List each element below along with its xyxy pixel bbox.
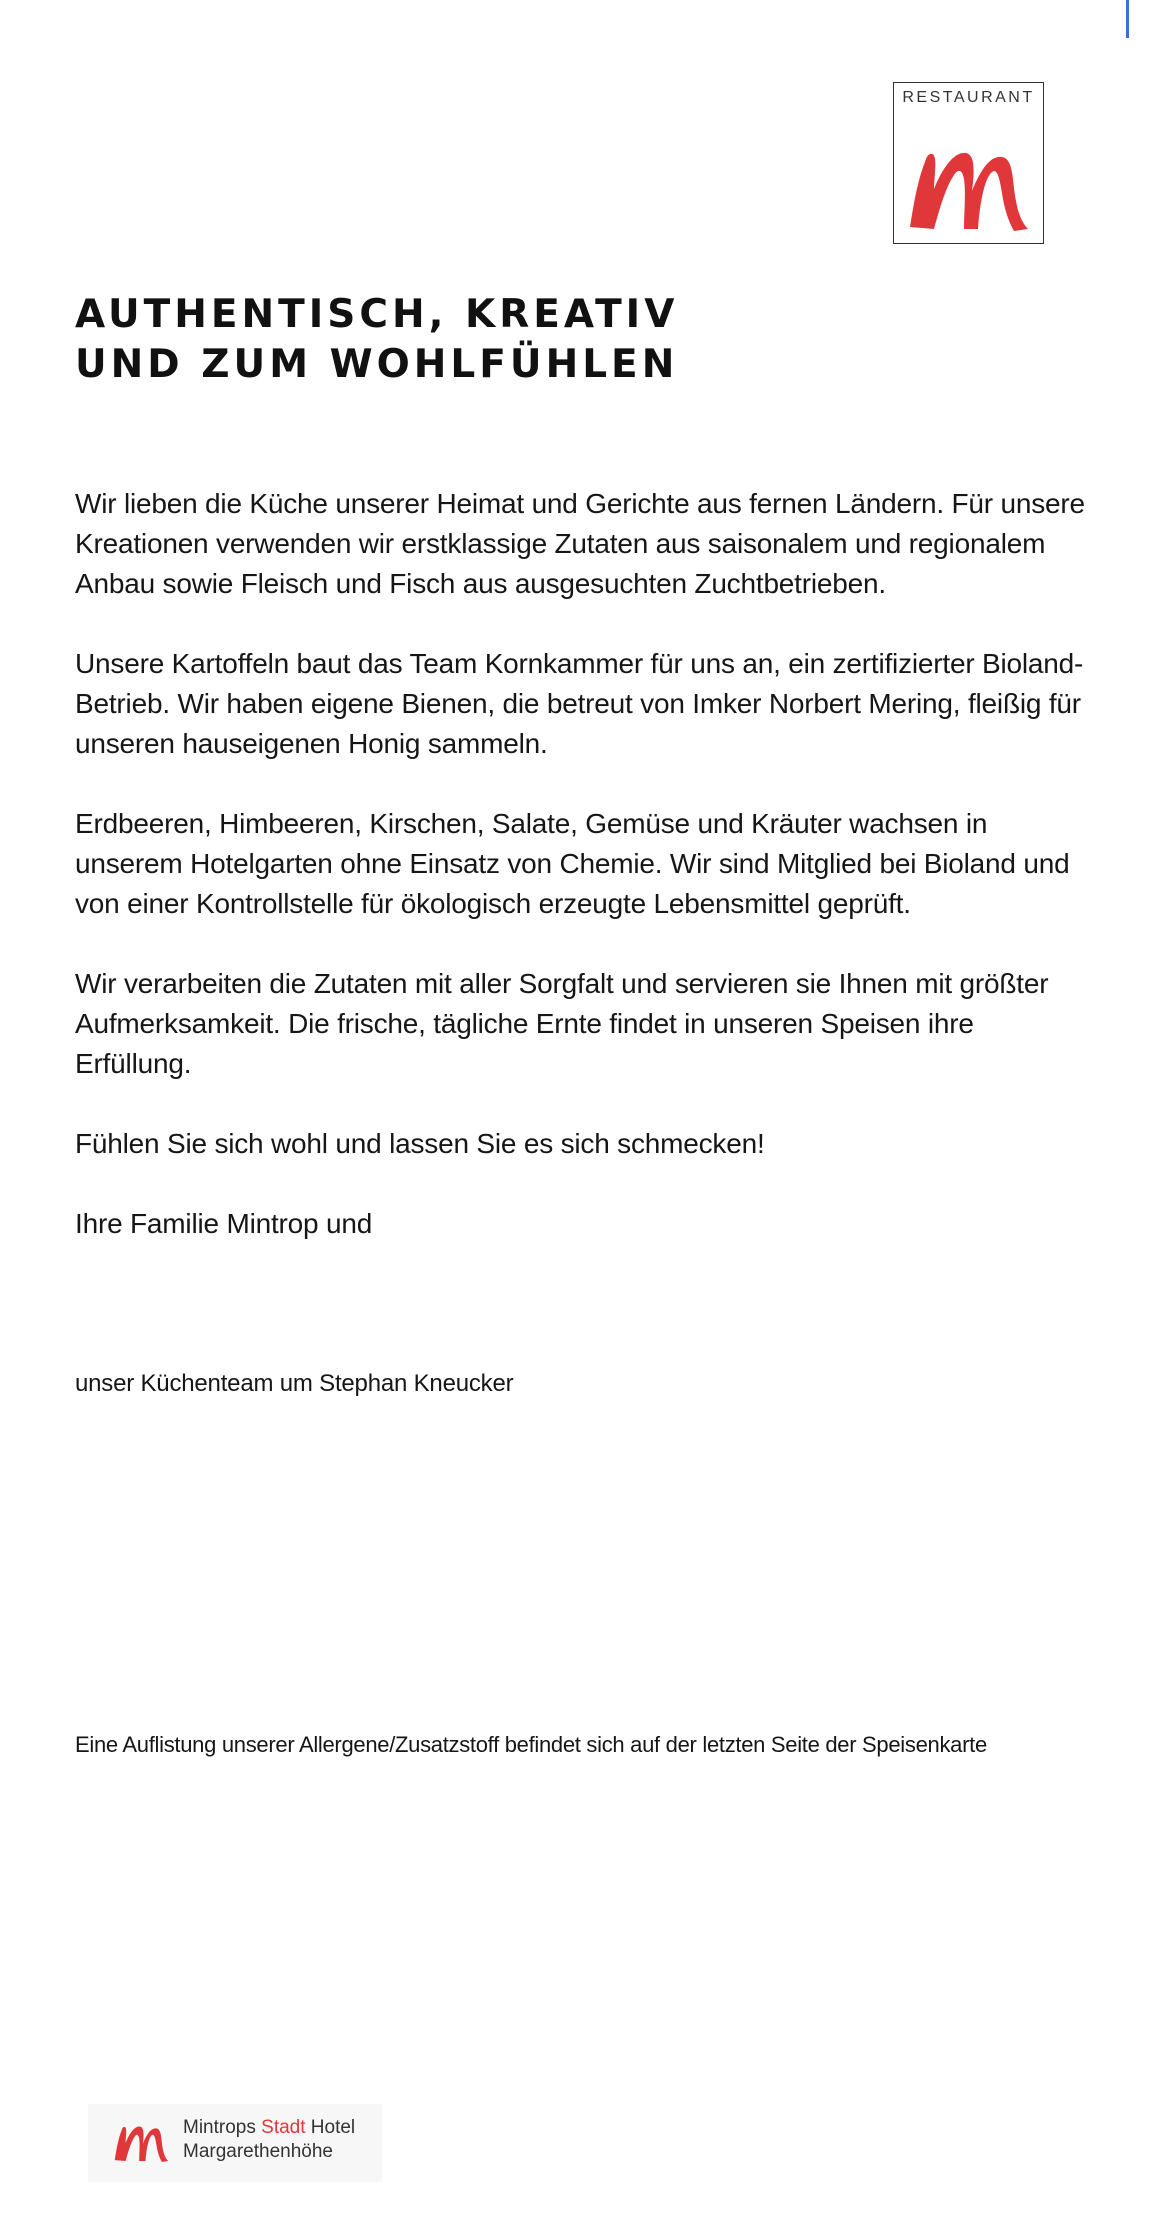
paragraph-sorgfalt: Wir verarbeiten die Zutaten mit aller Sorgfalt und servieren sie Ihnen mit größter Aufmerksamkeit. Die frische, tägliche Ernte findet in unseren Speisen ihre Erfüllung. [75, 968, 1049, 1079]
paragraph-familie: Ihre Familie Mintrop und [75, 1208, 373, 1239]
allergen-note: Eine Auflistung unserer Allergene/Zusatzstoff befindet sich auf der letzten Seite der Speisenkarte [75, 1732, 987, 1757]
hotel-name-location: Margarethenhöhe [183, 2141, 333, 2162]
hotel-name-stadt: Stadt [261, 2117, 306, 2138]
restaurant-logo [893, 82, 1044, 244]
restaurant-label: RESTAURANT [902, 89, 1035, 106]
hotel-name-mintrops: Mintrops [183, 2117, 256, 2138]
m-logo-icon [904, 141, 1032, 233]
m-footer-logo-icon [112, 2118, 170, 2166]
hotel-name [183, 2116, 355, 2164]
paragraph-heimat: Wir lieben die Küche unserer Heimat und Gerichte aus fernen Ländern. Für unsere Kreationen verwenden wir erstklassige Zutaten aus saisonalem und regionalem Anbau sowie Fleisch und Fisch aus ausgesuchten Zuchtbetrieben. [75, 488, 1085, 599]
kitchen-team-signature: unser Küchenteam um Stephan Kneucker [75, 1370, 514, 1397]
paragraph-kartoffeln: Unsere Kartoffeln baut das Team Kornkammer für uns an, ein zertifizierter Bioland-Betrieb. Wir haben eigene Bienen, die betreut von Imker Norbert Mering, fleißig für unseren hauseigenen Honig sammeln. [75, 648, 1084, 759]
paragraph-wohlfuehlen: Fühlen Sie sich wohl und lassen Sie es sich schmecken! [75, 1128, 765, 1159]
page-edge-marker [1126, 0, 1129, 38]
hotel-footer-logo [88, 2104, 382, 2182]
hotel-name-hotel: Hotel [310, 2117, 356, 2138]
body-text [75, 484, 1085, 1284]
headline-line-1: AUTHENTISCH, KREATIV [75, 292, 679, 337]
paragraph-hotelgarten: Erdbeeren, Himbeeren, Kirschen, Salate, Gemüse und Kräuter wachsen in unserem Hotelgarten ohne Einsatz von Chemie. Wir sind Mitglied bei Bioland und von einer Kontrollstelle für ökologisch erzeugte Lebensmittel geprüft. [75, 808, 1070, 919]
headline-line-2: UND ZUM WOHLFÜHLEN [75, 342, 679, 387]
page-headline [75, 290, 678, 390]
